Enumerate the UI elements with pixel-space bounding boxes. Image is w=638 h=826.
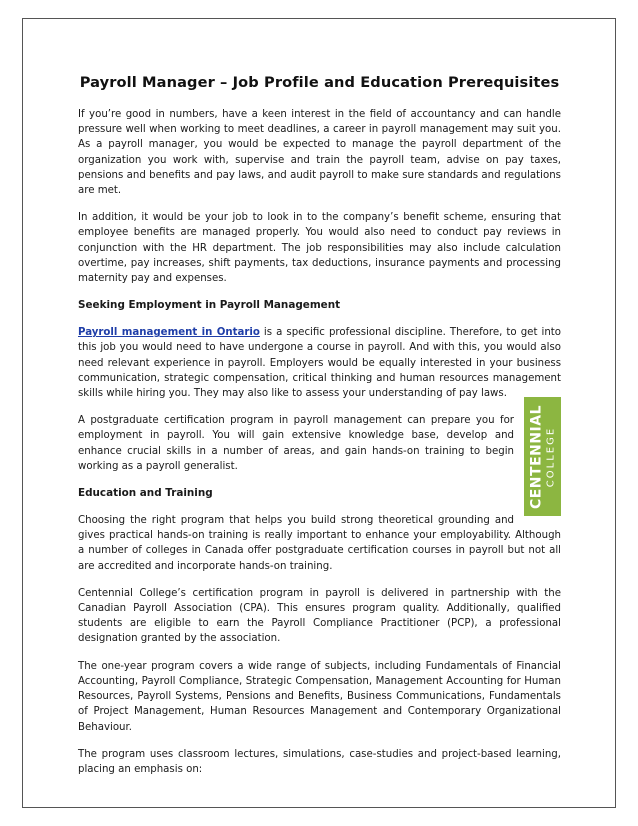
paragraph-centennial-certification: Centennial College’s certification program in payroll is delivered in partnership with the Canadian Payroll Association (CPA). This ensures program quality. Additionally, qualified students are eligible to earn the Payroll Compliance Practitioner (PCP), a professional designation granted by the association.: [78, 587, 561, 645]
paragraph-program-methods: The program uses classroom lectures, simulations, case-studies and project-based learning, placing an emphasis on:: [78, 748, 561, 775]
paragraph-choosing-program: Choosing the right program that helps you build strong theoretical grounding and gives practical hands-on training is really important to enhance your employability. Although a number of colleges in Canada offer postgraduate certification courses in payroll but not all are accredited and incorporate hands-on training.: [78, 515, 561, 572]
paragraph-program-subjects: The one-year program covers a wide range of subjects, including Fundamentals of Financial Accounting, Payroll Compliance, Strategic Compensation, Management Accounting for Human Resources, Payroll Systems, Pensions and Benefits, Business Communications, Fundamentals of Project Management, Human Resources Management and Contemporary Organizational Behaviour.: [78, 660, 561, 733]
heading-seeking-employment: Seeking Employment in Payroll Management: [78, 299, 341, 312]
logo-main-text: CENTENNIAL: [528, 404, 544, 509]
paragraph-payroll-ontario-text: is a specific professional discipline. Therefore, to get into this job you would need to have undergone a course in payroll. And with this, you would also need relevant experience in payroll. Employers would be equally interested in your business communication, strategic compensation, critical thinking and human resources management skills while hiring you. They may also like to assess your understanding of pay laws.: [78, 327, 561, 400]
paragraph-postgraduate: A postgraduate certification program in payroll management can prepare you for employment in payroll. You will gain extensive knowledge base, develop and enhance crucial skills in a number of areas, and gain hands-on training to begin working as a payroll generalist.: [78, 415, 514, 472]
centennial-college-logo: [524, 397, 561, 516]
paragraph-payroll-ontario: [78, 325, 561, 401]
paragraph-responsibilities: In addition, it would be your job to look in to the company’s benefit scheme, ensuring that employee benefits are managed properly. You would also need to conduct pay reviews in conjunction with the HR department. The job responsibilities may also include calculation overtime, pay increases, shift payments, tax deductions, insurance payments and processing maternity pay and expenses.: [78, 212, 561, 285]
logo-sub-text: COLLEGE: [545, 426, 556, 487]
heading-education-training: Education and Training: [78, 487, 213, 500]
paragraph-intro: If you’re good in numbers, have a keen interest in the field of accountancy and can handle pressure well when working to meet deadlines, a career in payroll management may suit you. As a payroll manager, you would be expected to manage the payroll department of the organization you work with, supervise and train the payroll team, advise on pay taxes, pensions and benefits and pay laws, and audit payroll to make sure standards and regulations are met.: [78, 109, 561, 197]
payroll-management-ontario-link[interactable]: Payroll management in Ontario: [78, 327, 260, 339]
document-title: Payroll Manager – Job Profile and Education Prerequisites: [79, 74, 560, 91]
document-body: [78, 74, 561, 789]
